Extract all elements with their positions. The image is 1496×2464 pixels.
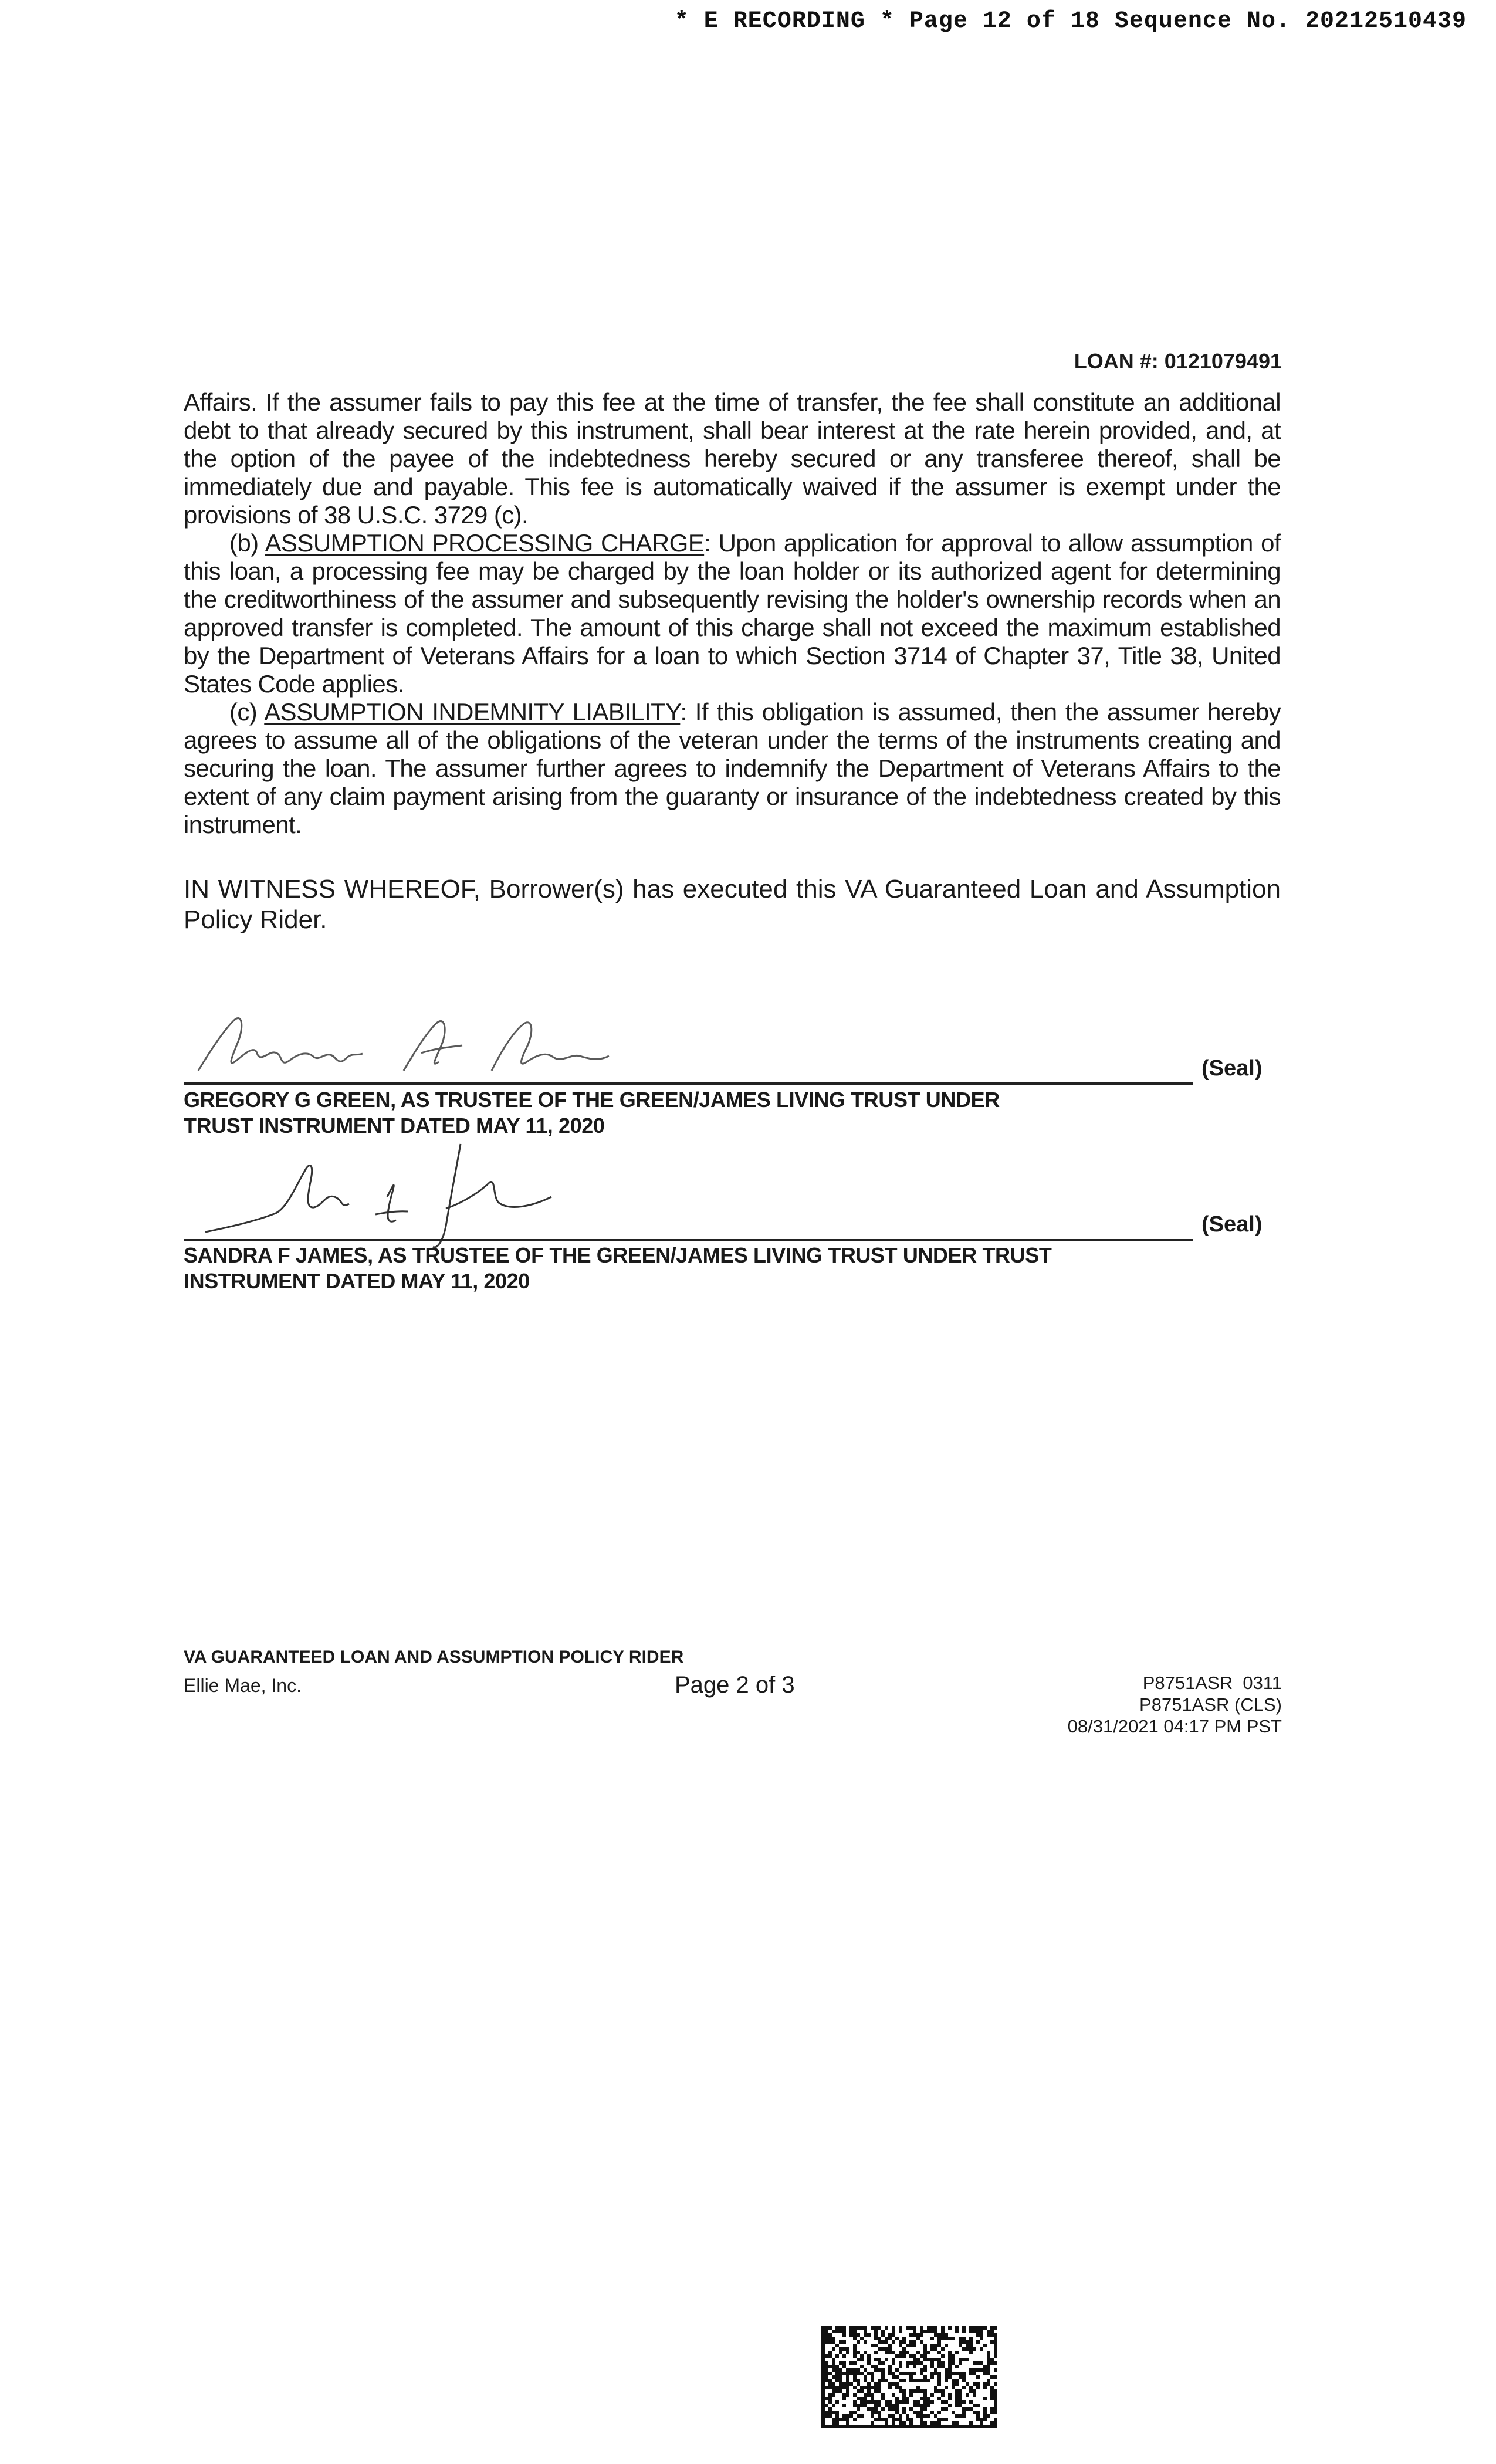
signer-line-2: INSTRUMENT DATED MAY 11, 2020: [184, 1269, 530, 1293]
datamatrix-barcode-icon: [821, 2326, 997, 2429]
footer-form-title: VA GUARANTEED LOAN AND ASSUMPTION POLICY RIDER: [184, 1647, 684, 1667]
processing-charge-text: : Upon application for approval to allow assumption of this loan, a processing fee may be charged by the loan holder or its authorized agent for determining the creditworthiness of the assumer and subsequently revising the holder's ownership records when an approved transfer is completed. The amount of this charge shall not exceed the maximum established by the Department of Veterans Affairs for a loan to which Section 3714 of Chapter 37, Title 38, United States Code applies.: [184, 529, 1281, 698]
print-timestamp: 08/31/2021 04:17 PM PST: [1067, 1716, 1282, 1737]
signature-line-1: [184, 1082, 1193, 1085]
form-code-2: P8751ASR (CLS): [1139, 1694, 1282, 1715]
paragraph-fee-continuation: Affairs. If the assumer fails to pay this fee at the time of transfer, the fee shall constitute an additional debt to that already secured by this instrument, shall bear interest at the rate herein provided, and, at the option of the payee of the indebtedness hereby secured or any transferee thereof, shall be immediately due and payable. This fee is automatically waived if the assumer is exempt under the provisions of 38 U.S.C. 3729 (c).: [184, 388, 1281, 529]
footer-form-codes: [1068, 1672, 1282, 1737]
footer-company: Ellie Mae, Inc.: [184, 1675, 302, 1696]
loan-number: LOAN #: 0121079491: [1074, 349, 1282, 373]
signer-name-gregory: [184, 1087, 1240, 1139]
indemnity-liability-heading: ASSUMPTION INDEMNITY LIABILITY: [264, 698, 681, 726]
processing-charge-heading: ASSUMPTION PROCESSING CHARGE: [265, 529, 705, 557]
form-code-1: P8751ASR 0311: [1142, 1673, 1282, 1693]
seal-label-2: (Seal): [1201, 1212, 1263, 1237]
signer-name-sandra: [184, 1243, 1240, 1294]
signature-line-2: [184, 1239, 1193, 1241]
paragraph-indemnity-liability: [184, 698, 1281, 839]
paragraph-b-prefix: (b): [229, 529, 265, 557]
paragraph-c-prefix: (c): [229, 698, 265, 726]
signer-line-1: GREGORY G GREEN, AS TRUSTEE OF THE GREEN/JAMES LIVING TRUST UNDER: [184, 1088, 1000, 1112]
seal-label-1: (Seal): [1201, 1056, 1263, 1081]
footer-page-number: Page 2 of 3: [675, 1672, 795, 1698]
signature-sandra-james: [194, 1138, 639, 1250]
recording-header: * E RECORDING * Page 12 of 18 Sequence No. 20212510439: [674, 8, 1467, 35]
rider-body: [184, 388, 1281, 839]
paragraph-processing-charge: [184, 529, 1281, 698]
signer-line-2: TRUST INSTRUMENT DATED MAY 11, 2020: [184, 1113, 605, 1138]
signature-gregory-green: [187, 997, 656, 1085]
witness-statement: IN WITNESS WHEREOF, Borrower(s) has executed this VA Guaranteed Loan and Assumption Policy Rider.: [184, 875, 1281, 934]
indemnity-liability-text: : If this obligation is assumed, then the assumer hereby agrees to assume all of the obligations of the veteran under the terms of the instruments creating and securing the loan. The assumer further agrees to indemnify the Department of Veterans Affairs to the extent of any claim payment arising from the guaranty or insurance of the indebtedness created by this instrument.: [184, 698, 1281, 838]
signer-line-1: SANDRA F JAMES, AS TRUSTEE OF THE GREEN/JAMES LIVING TRUST UNDER TRUST: [184, 1243, 1052, 1267]
